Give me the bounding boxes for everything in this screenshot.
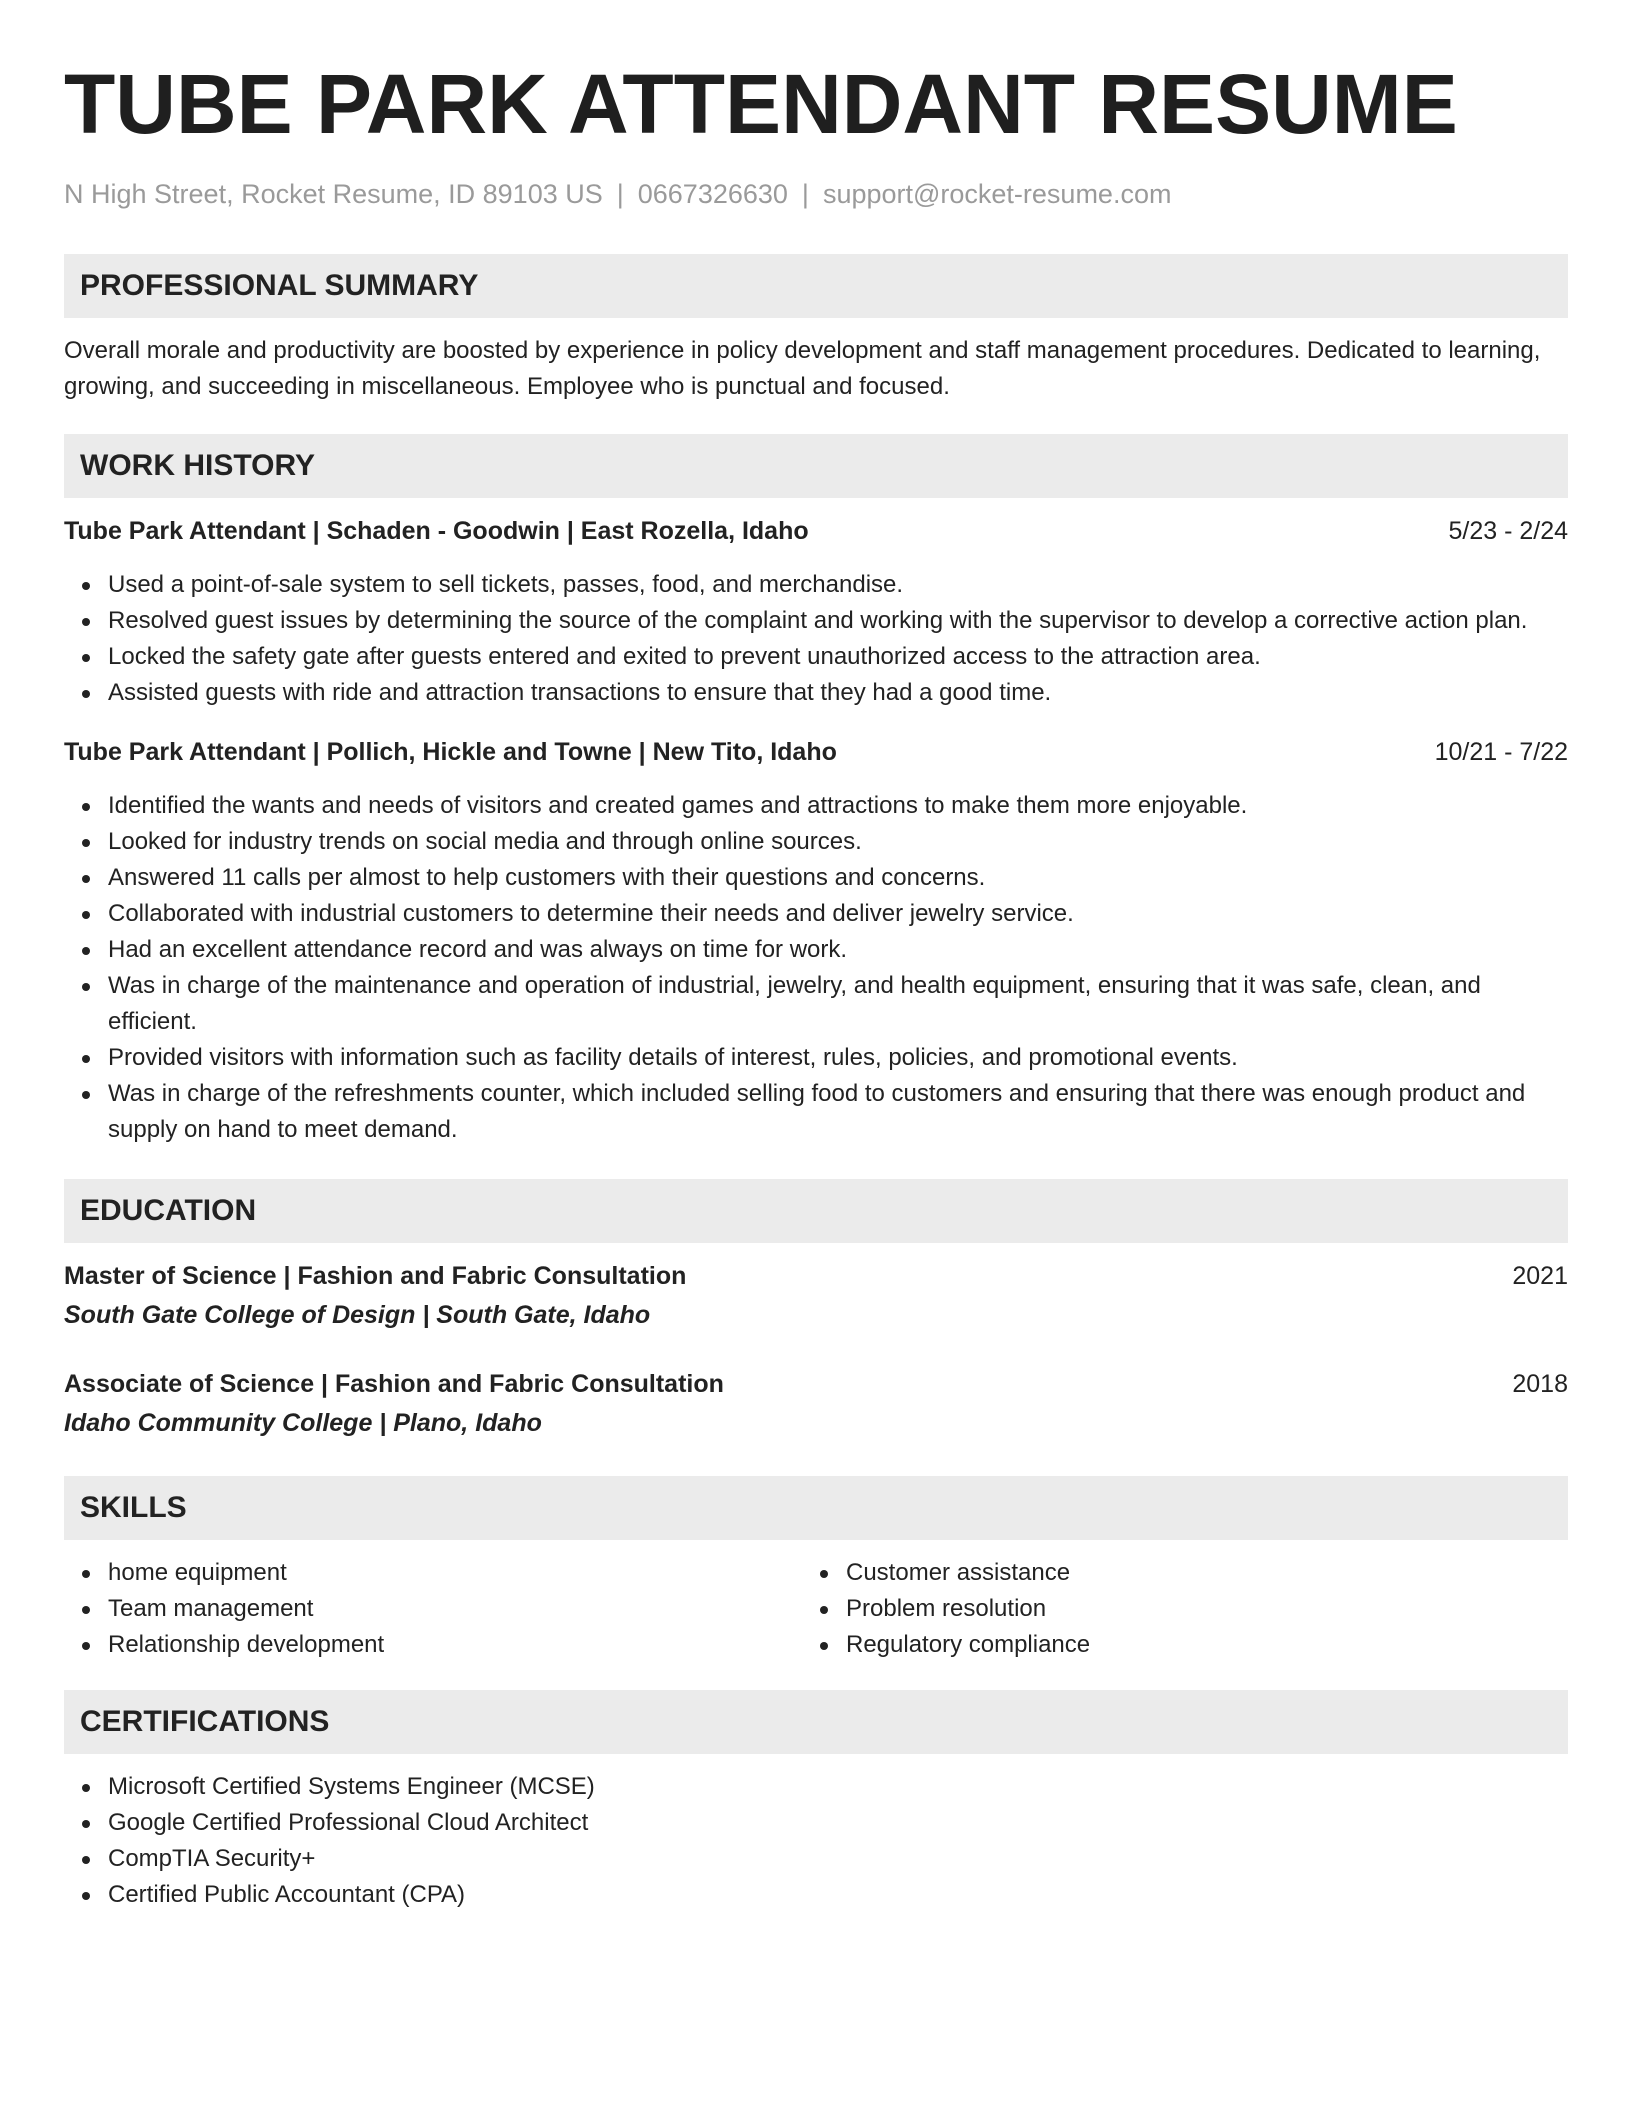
- education-header: [64, 1366, 1568, 1402]
- education-header: [64, 1258, 1568, 1294]
- job-bullet: Was in charge of the refreshments counter, which included selling food to customers and ensuring that there was enough product and supply on hand to meet demand.: [108, 1076, 1568, 1148]
- skill-item: Customer assistance: [846, 1555, 1540, 1591]
- education-school: Idaho Community College | Plano, Idaho: [64, 1409, 542, 1437]
- certification-item: CompTIA Security+: [108, 1841, 1568, 1877]
- summary-section: [64, 254, 1568, 405]
- skills-column-right: [802, 1555, 1540, 1663]
- education-entry: [64, 1258, 1568, 1333]
- certification-item: Certified Public Accountant (CPA): [108, 1877, 1568, 1913]
- job-title: Tube Park Attendant | Schaden - Goodwin | East Rozella, Idaho: [64, 517, 809, 545]
- resume-title: TUBE PARK ATTENDANT RESUME: [64, 57, 1458, 151]
- certification-item: Google Certified Professional Cloud Architect: [108, 1805, 1568, 1841]
- summary-heading: PROFESSIONAL SUMMARY: [64, 254, 1568, 318]
- certifications-list: [64, 1769, 1568, 1913]
- skills-section: [64, 1476, 1568, 1663]
- job-header: [64, 734, 1568, 770]
- job-bullet: Identified the wants and needs of visitors and created games and attractions to make them more enjoyable.: [108, 788, 1568, 824]
- contact-phone: 0667326630: [637, 179, 788, 209]
- certification-item: Microsoft Certified Systems Engineer (MCSE): [108, 1769, 1568, 1805]
- education-degree: Master of Science | Fashion and Fabric Consultation: [64, 1262, 687, 1290]
- skills-list-right: [802, 1555, 1540, 1663]
- work-history-section: [64, 434, 1568, 1148]
- summary-text: Overall morale and productivity are boosted by experience in policy development and staff management procedures. Dedicated to learning, growing, and succeeding in miscellaneous. Employee who is punctual and focused.: [64, 337, 1541, 400]
- job-bullet: Answered 11 calls per almost to help customers with their questions and concerns.: [108, 860, 1568, 896]
- job-bullet: Provided visitors with information such as facility details of interest, rules, policies, and promotional events.: [108, 1040, 1568, 1076]
- job-bullet: Collaborated with industrial customers to determine their needs and deliver jewelry service.: [108, 896, 1568, 932]
- job-bullet: Resolved guest issues by determining the source of the complaint and working with the supervisor to develop a corrective action plan.: [108, 603, 1568, 639]
- skills-heading: SKILLS: [64, 1476, 1568, 1540]
- education-school: South Gate College of Design | South Gate, Idaho: [64, 1301, 651, 1329]
- job-bullet: Had an excellent attendance record and was always on time for work.: [108, 932, 1568, 968]
- skills-grid: [64, 1555, 1568, 1663]
- skills-list-left: [64, 1555, 802, 1663]
- education-entry: [64, 1366, 1568, 1441]
- skill-item: Relationship development: [108, 1627, 802, 1663]
- certifications-section: [64, 1690, 1568, 1913]
- job-bullets: [64, 788, 1568, 1148]
- job-title: Tube Park Attendant | Pollich, Hickle and Towne | New Tito, Idaho: [64, 738, 837, 766]
- job-dates: 5/23 - 2/24: [1448, 517, 1568, 545]
- contact-separator: |: [801, 179, 809, 209]
- job-bullet: Used a point-of-sale system to sell tickets, passes, food, and merchandise.: [108, 567, 1568, 603]
- job-bullets: [64, 567, 1568, 711]
- education-heading: EDUCATION: [64, 1179, 1568, 1243]
- contact-separator: |: [616, 179, 624, 209]
- job-entry: [64, 513, 1568, 711]
- skills-column-left: [64, 1555, 802, 1663]
- education-year: 2018: [1512, 1370, 1568, 1398]
- job-bullet: Looked for industry trends on social media and through online sources.: [108, 824, 1568, 860]
- job-header: [64, 513, 1568, 549]
- skill-item: Problem resolution: [846, 1591, 1540, 1627]
- job-bullet: Locked the safety gate after guests entered and exited to prevent unauthorized access to the attraction area.: [108, 639, 1568, 675]
- contact-line: [64, 176, 1568, 212]
- contact-email: support@rocket-resume.com: [822, 179, 1172, 209]
- education-year: 2021: [1512, 1262, 1568, 1290]
- skill-item: Regulatory compliance: [846, 1627, 1540, 1663]
- skill-item: Team management: [108, 1591, 802, 1627]
- education-section: [64, 1179, 1568, 1441]
- skill-item: home equipment: [108, 1555, 802, 1591]
- contact-address: N High Street, Rocket Resume, ID 89103 US: [64, 179, 603, 209]
- job-dates: 10/21 - 7/22: [1434, 738, 1568, 766]
- job-entry: [64, 734, 1568, 1148]
- education-degree: Associate of Science | Fashion and Fabric Consultation: [64, 1370, 724, 1398]
- certifications-heading: CERTIFICATIONS: [64, 1690, 1568, 1754]
- job-bullet: Assisted guests with ride and attraction transactions to ensure that they had a good time.: [108, 675, 1568, 711]
- job-bullet: Was in charge of the maintenance and operation of industrial, jewelry, and health equipment, ensuring that it was safe, clean, and efficient.: [108, 968, 1568, 1040]
- work-history-heading: WORK HISTORY: [64, 434, 1568, 498]
